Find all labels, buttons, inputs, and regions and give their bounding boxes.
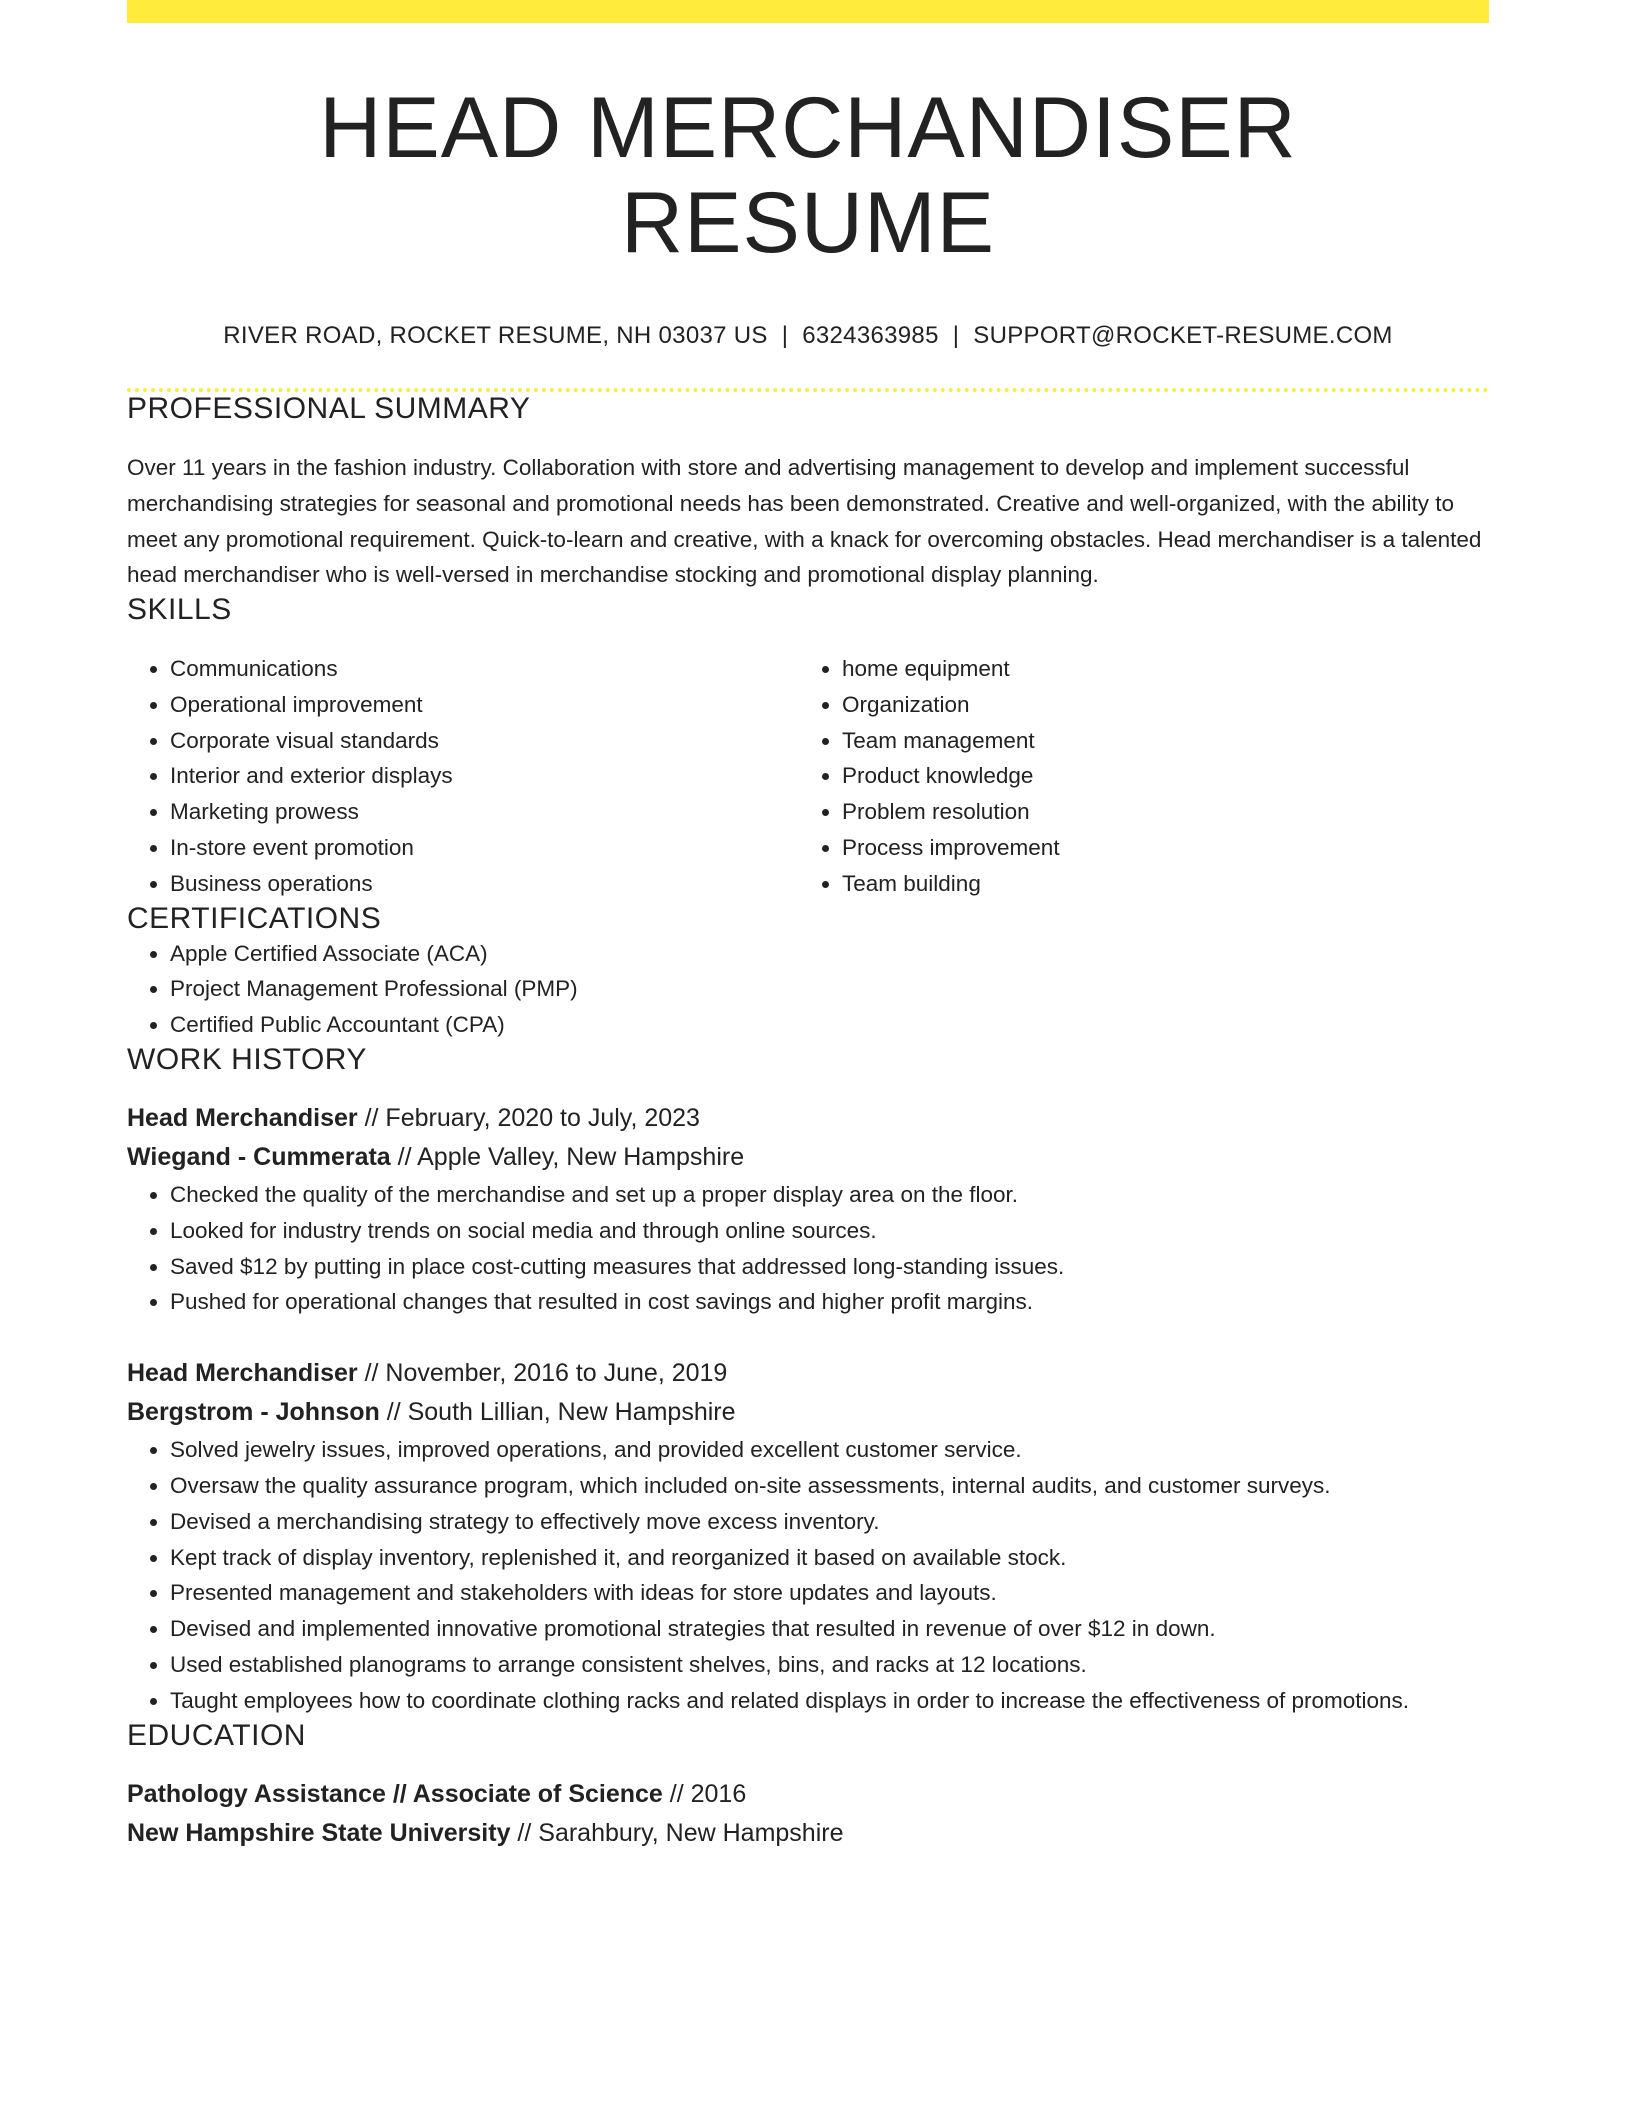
summary-heading: PROFESSIONAL SUMMARY <box>127 392 531 426</box>
job-entry <box>127 1354 1489 1718</box>
education-degree: Pathology Assistance // Associate of Science <box>127 1779 663 1808</box>
contact-phone[interactable]: 6324363985 <box>802 322 939 350</box>
top-accent-bar <box>127 0 1489 23</box>
skills-list-left <box>127 651 799 902</box>
skills-heading: SKILLS <box>127 593 232 626</box>
education-school: New Hampshire State University <box>127 1818 511 1847</box>
job-role: Head Merchandiser <box>127 1359 358 1388</box>
skills-column-left <box>127 651 799 902</box>
certification-item: • Apple Certified Associate (ACA) <box>170 936 1489 972</box>
education-school-line <box>127 1814 1489 1853</box>
job-bullet: • Devised and implemented innovative promotional strategies that resulted in revenue of over $12 in down. <box>170 1611 1489 1647</box>
contact-email[interactable]: SUPPORT@ROCKET-RESUME.COM <box>973 322 1393 350</box>
job-bullet: • Oversaw the quality assurance program, which included on-site assessments, internal audits, and customer surveys. <box>170 1468 1489 1504</box>
job-role: Head Merchandiser <box>127 1103 358 1132</box>
contact-line <box>127 322 1489 350</box>
skills-list-right <box>799 651 1471 902</box>
skills-grid <box>127 651 1489 902</box>
job-bullet: • Presented management and stakeholders with ideas for store updates and layouts. <box>170 1575 1489 1611</box>
skill-item: • In-store event promotion <box>170 830 799 866</box>
job-location: // South Lillian, New Hampshire <box>379 1398 736 1427</box>
education-location: // Sarahbury, New Hampshire <box>510 1818 844 1847</box>
job-role-line <box>127 1354 1489 1393</box>
job-bullet: • Checked the quality of the merchandise and set up a proper display area on the floor. <box>170 1177 1489 1213</box>
certifications-list <box>127 936 1489 1043</box>
skill-item: • Corporate visual standards <box>170 723 799 759</box>
job-bullet: • Pushed for operational changes that resulted in cost savings and higher profit margins. <box>170 1284 1489 1320</box>
contact-separator: | <box>781 322 789 350</box>
job-bullet: • Kept track of display inventory, replenished it, and reorganized it based on available stock. <box>170 1540 1489 1576</box>
skill-item: • Business operations <box>170 866 799 902</box>
job-bullet: • Looked for industry trends on social media and through online sources. <box>170 1213 1489 1249</box>
skill-item: • Operational improvement <box>170 687 799 723</box>
skill-item: • Product knowledge <box>842 758 1471 794</box>
job-company-line <box>127 1138 1489 1177</box>
job-dates: // February, 2020 to July, 2023 <box>357 1103 700 1132</box>
job-bullet: • Solved jewelry issues, improved operations, and provided excellent customer service. <box>170 1432 1489 1468</box>
education-entry <box>127 1775 1489 1853</box>
skill-item: • Interior and exterior displays <box>170 758 799 794</box>
resume-page <box>127 0 1489 1853</box>
job-bullet: • Used established planograms to arrange consistent shelves, bins, and racks at 12 locations. <box>170 1647 1489 1683</box>
skill-item: • Organization <box>842 687 1471 723</box>
job-location: // Apple Valley, New Hampshire <box>390 1142 745 1171</box>
job-company-line <box>127 1393 1489 1432</box>
education-year: // 2016 <box>662 1779 747 1808</box>
contact-address: RIVER ROAD, ROCKET RESUME, NH 03037 US <box>223 322 768 350</box>
job-dates: // November, 2016 to June, 2019 <box>357 1359 728 1388</box>
skill-item: • Communications <box>170 651 799 687</box>
job-role-line <box>127 1099 1489 1138</box>
work-history-heading: WORK HISTORY <box>127 1042 367 1076</box>
certifications-heading: CERTIFICATIONS <box>127 901 382 935</box>
skill-item: • Team management <box>842 723 1471 759</box>
skill-item: • home equipment <box>842 651 1471 687</box>
job-entry <box>127 1099 1489 1320</box>
job-bullet: • Saved $12 by putting in place cost-cutting measures that addressed long-standing issues. <box>170 1249 1489 1285</box>
contact-separator: | <box>952 322 960 350</box>
job-bullet-list <box>127 1432 1489 1718</box>
certification-item: • Certified Public Accountant (CPA) <box>170 1007 1489 1043</box>
skills-column-right <box>799 651 1471 902</box>
job-bullet: • Taught employees how to coordinate clothing racks and related displays in order to increase the effectiveness of promotions. <box>170 1683 1489 1719</box>
skill-item: • Problem resolution <box>842 794 1471 830</box>
certification-item: • Project Management Professional (PMP) <box>170 971 1489 1007</box>
skill-item: • Marketing prowess <box>170 794 799 830</box>
job-bullet: • Devised a merchandising strategy to effectively move excess inventory. <box>170 1504 1489 1540</box>
resume-title: HEAD MERCHANDISER RESUME <box>319 80 1297 271</box>
skill-item: • Team building <box>842 866 1471 902</box>
job-bullet-list <box>127 1177 1489 1320</box>
education-heading: EDUCATION <box>127 1718 306 1752</box>
job-company: Wiegand - Cummerata <box>127 1142 391 1171</box>
skill-item: • Process improvement <box>842 830 1471 866</box>
education-degree-line <box>127 1775 1489 1814</box>
job-company: Bergstrom - Johnson <box>127 1398 380 1427</box>
summary-text: Over 11 years in the fashion industry. Collaboration with store and advertising management to develop and implement successful merchandising strategies for seasonal and promotional needs has been demonstrated. Creative and well-organized, with the ability to meet any promotional requirement. Quick-to-learn and creative, with a knack for overcoming obstacles. Head merchandiser is a talented head merchandiser who is well-versed in merchandise stocking and promotional display planning. <box>127 455 1482 588</box>
